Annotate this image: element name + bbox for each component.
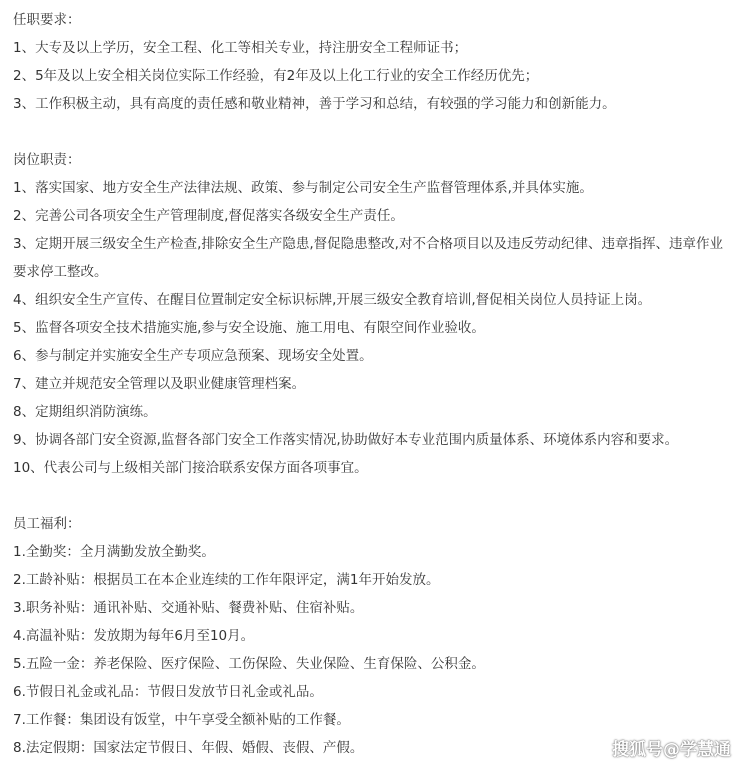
duties-list <box>13 174 733 482</box>
list-item: 3.职务补贴：通讯补贴、交通补贴、餐费补贴、住宿补贴。 <box>13 600 364 616</box>
requirements-list <box>13 34 733 118</box>
watermark-text: 搜狐号@学慧通 <box>612 740 731 760</box>
list-item: 5.五险一金：养老保险、医疗保险、工伤保险、失业保险、生育保险、公积金。 <box>13 656 485 672</box>
list-item: 3、工作积极主动，具有高度的责任感和敬业精神，善于学习和总结，有较强的学习能力和创新能力。 <box>13 96 616 112</box>
benefits-list <box>13 538 733 762</box>
list-item: 9、协调各部门安全资源,监督各部门安全工作落实情况,协助做好本专业范围内质量体系、环境体系内容和要求。 <box>13 432 679 448</box>
list-item: 6、参与制定并实施安全生产专项应急预案、现场安全处置。 <box>13 348 373 364</box>
list-item: 5、监督各项安全技术措施实施,参与安全设施、施工用电、有限空间作业验收。 <box>13 320 485 336</box>
list-item: 4、组织安全生产宣传、在醒目位置制定安全标识标牌,开展三级安全教育培训,督促相关岗位人员持证上岗。 <box>13 292 652 308</box>
list-item: 4.高温补贴：发放期为每年6月至10月。 <box>13 628 255 644</box>
list-item: 7.工作餐：集团设有饭堂，中午享受全额补贴的工作餐。 <box>13 712 350 728</box>
list-item: 1、落实国家、地方安全生产法律法规、政策、参与制定公司安全生产监督管理体系,并具体实施。 <box>13 180 593 196</box>
duties-section <box>13 146 733 482</box>
benefits-section <box>13 510 733 762</box>
duties-title: 岗位职责： <box>13 152 81 168</box>
list-item: 1.全勤奖：全月满勤发放全勤奖。 <box>13 544 215 560</box>
list-item: 10、代表公司与上级相关部门接洽联系安保方面各项事宜。 <box>13 460 368 476</box>
list-item: 2、5年及以上安全相关岗位实际工作经验，有2年及以上化工行业的安全工作经历优先； <box>13 68 539 84</box>
source-watermark <box>612 735 731 760</box>
list-item: 6.节假日礼金或礼品：节假日发放节日礼金或礼品。 <box>13 684 323 700</box>
list-item: 3、定期开展三级安全生产检查,排除安全生产隐患,督促隐患整改,对不合格项目以及违反劳动纪律、违章指挥、违章作业要求停工整改。 <box>13 236 723 280</box>
list-item: 2.工龄补贴：根据员工在本企业连续的工作年限评定，满1年开始发放。 <box>13 572 440 588</box>
requirements-section <box>13 6 733 118</box>
list-item: 8、定期组织消防演练。 <box>13 404 157 420</box>
requirements-title: 任职要求： <box>13 12 81 28</box>
list-item: 8.法定假期：国家法定节假日、年假、婚假、丧假、产假。 <box>13 740 364 756</box>
list-item: 1、大专及以上学历，安全工程、化工等相关专业，持注册安全工程师证书； <box>13 40 468 56</box>
list-item: 2、完善公司各项安全生产管理制度,督促落实各级安全生产责任。 <box>13 208 404 224</box>
benefits-title: 员工福利： <box>13 516 81 532</box>
list-item: 7、建立并规范安全管理以及职业健康管理档案。 <box>13 376 306 392</box>
